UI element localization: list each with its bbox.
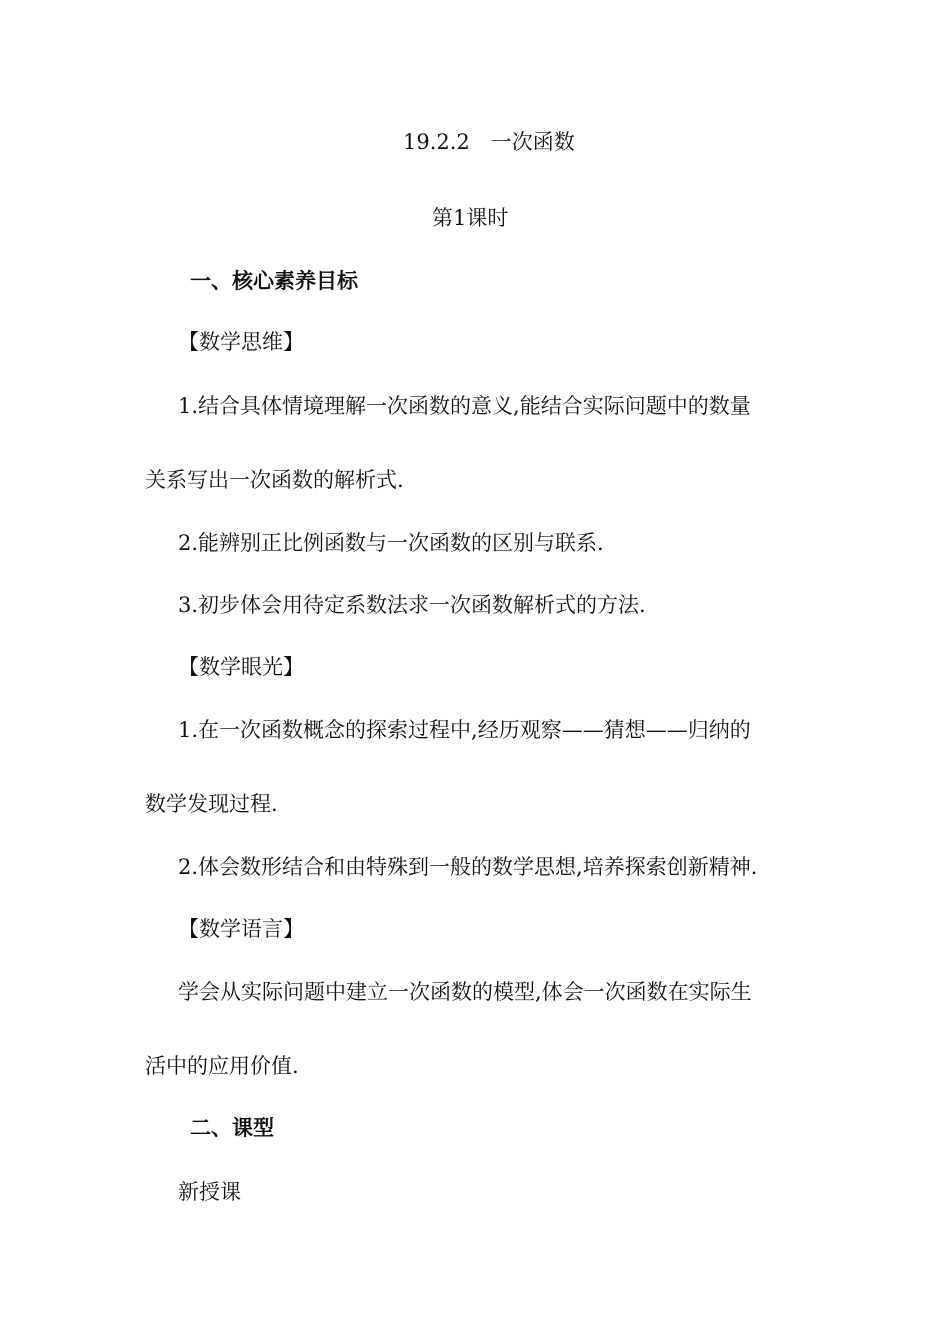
- math-language-line2: 活中的应用价值.: [145, 1054, 299, 1078]
- math-thinking-item1-line2: 关系写出一次函数的解析式.: [145, 468, 404, 492]
- document-title: 19.2.2 一次函数: [403, 130, 575, 154]
- section-heading-core-goals: 一、核心素养目标: [190, 269, 358, 293]
- math-language-label: 【数学语言】: [178, 917, 304, 941]
- math-vision-item1-line1: 1.在一次函数概念的探索过程中,经历观察——猜想——归纳的: [178, 718, 751, 742]
- math-thinking-item1-line1: 1.结合具体情境理解一次函数的意义,能结合实际问题中的数量: [178, 394, 751, 418]
- math-language-line1: 学会从实际问题中建立一次函数的模型,体会一次函数在实际生: [178, 980, 752, 1004]
- math-thinking-item3: 3.初步体会用待定系数法求一次函数解析式的方法.: [178, 593, 646, 617]
- math-vision-item1-line2: 数学发现过程.: [145, 792, 278, 816]
- math-thinking-label: 【数学思维】: [178, 330, 304, 354]
- lesson-subtitle: 第1课时: [432, 206, 509, 230]
- section-heading-lesson-type: 二、课型: [190, 1116, 274, 1140]
- math-thinking-item2: 2.能辨别正比例函数与一次函数的区别与联系.: [178, 531, 604, 555]
- math-vision-item2: 2.体会数形结合和由特殊到一般的数学思想,培养探索创新精神.: [178, 855, 758, 879]
- lesson-type-text: 新授课: [178, 1180, 241, 1204]
- math-vision-label: 【数学眼光】: [178, 655, 304, 679]
